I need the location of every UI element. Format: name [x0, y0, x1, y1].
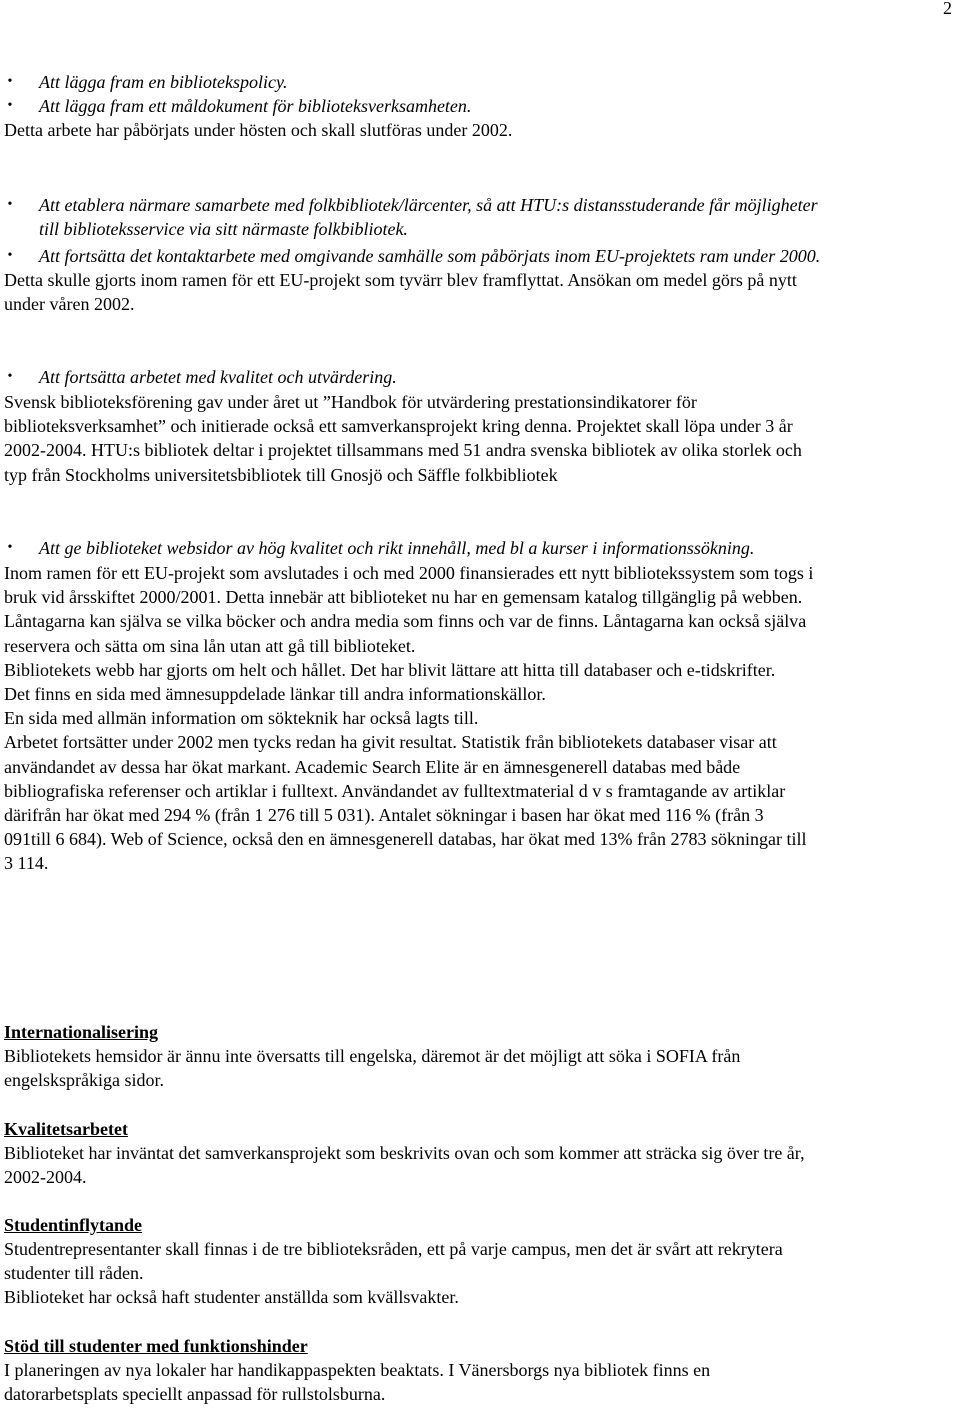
text-line: Det finns en sida med ämnesuppdelade länkar till andra informationskällor. — [4, 684, 546, 705]
paragraph-bibliotekspolicy: Detta arbete har påbörjats under hösten och skall slutföras under 2002. — [4, 120, 513, 140]
bullet-icon: • — [7, 74, 13, 89]
text-line: 2002-2004. — [4, 1167, 87, 1188]
text-line: biblioteksverksamhet” och initierade också ett samverkansprojekt kring denna. Projektet skall löpa under 3 år — [4, 416, 793, 437]
paragraph-kvalitet — [4, 390, 954, 487]
text-line: Studentrepresentanter skall finnas i de tre biblioteksråden, ett på varje campus, men det är svårt att rekrytera — [4, 1239, 783, 1259]
text-line: studenter till råden. — [4, 1263, 144, 1284]
bullet-text: Att ge biblioteket websidor av hög kvalitet och rikt innehåll, med bl a kurser i informationssökning. — [39, 538, 755, 558]
text-line: Inom ramen för ett EU-projekt som avslutades i och med 2000 finansierades ett nytt bibliotekssystem som togs i — [4, 563, 814, 583]
bullet-icon: • — [7, 197, 13, 212]
text-line: Biblioteket har också haft studenter anställda som kvällsvakter. — [4, 1287, 459, 1308]
bullet-item — [4, 244, 954, 268]
text-line: 2002-2004. HTU:s bibliotek deltar i projektet tillsammans med 51 andra svenska bibliotek av olika storlek och — [4, 440, 802, 461]
bullet-item — [4, 193, 954, 241]
text-line: I planeringen av nya lokaler har handikappaspekten beaktats. I Vänersborgs nya bibliotek finns en — [4, 1360, 711, 1380]
section-heading-internationalisering: Internationalisering — [4, 1022, 159, 1042]
text-line: reservera och sätta om sina lån utan att gå till biblioteket. — [4, 635, 416, 656]
section-body-studentinflytande — [4, 1237, 954, 1310]
bullet-item — [4, 365, 954, 389]
bullet-text: Att fortsätta arbetet med kvalitet och utvärdering. — [39, 367, 397, 387]
text-line: 091till 6 684). Web of Science, också den en ämnesgenerell databas, har ökat med 13% från 2783 sökningar till — [4, 829, 807, 850]
text-line: bibliografiska referenser och artiklar i fulltext. Användandet av fulltextmaterial d v s framtagande av artiklar — [4, 780, 786, 801]
section-body-kvalitetsarbetet — [4, 1141, 954, 1189]
text-line: Svensk biblioteksförening gav under året ut ”Handbok för utvärdering prestationsindikatorer för — [4, 392, 697, 412]
text-line: engelskspråkiga sidor. — [4, 1070, 164, 1091]
page-number: 2 — [943, 0, 952, 18]
bullet-icon: • — [7, 248, 13, 263]
text-line: under våren 2002. — [4, 294, 135, 315]
bullet-icon: • — [7, 369, 13, 384]
section-body-funktionshinder — [4, 1358, 954, 1406]
text-line: datorarbetsplats speciellt anpassad för rullstolsburna. — [4, 1384, 386, 1405]
text-line: Låntagarna kan själva se vilka böcker och andra media som finns och var de finns. Låntagarna kan också själva — [4, 611, 807, 632]
paragraph-websidor — [4, 561, 954, 876]
bullet-item — [4, 536, 954, 560]
bullet-item — [4, 94, 954, 118]
section-heading-funktionshinder: Stöd till studenter med funktionshinder — [4, 1336, 308, 1356]
bullet-item — [4, 70, 954, 94]
text-line: typ från Stockholms universitetsbibliotek till Gnosjö och Säffle folkbibliotek — [4, 464, 558, 485]
bullet-icon: • — [7, 540, 13, 555]
text-line: därifrån har ökat med 294 % (från 1 276 till 5 031). Antalet sökningar i basen har ökat med 116 % (från 3 — [4, 805, 764, 826]
text-line: Detta skulle gjorts inom ramen för ett EU-projekt som tyvärr blev framflyttat. Ansökan om medel görs på nytt — [4, 270, 797, 290]
text-line: Bibliotekets hemsidor är ännu inte översatts till engelska, däremot är det möjligt att söka i SOFIA från — [4, 1046, 741, 1066]
text-line: En sida med allmän information om sökteknik har också lagts till. — [4, 708, 479, 729]
section-body-internationalisering — [4, 1044, 954, 1092]
bullet-text: Att lägga fram en bibliotekspolicy. — [39, 72, 288, 92]
text-line: till biblioteksservice via sitt närmaste folkbibliotek. — [39, 219, 408, 240]
text-line: användandet av dessa har ökat markant. Academic Search Elite är en ämnesgenerell databas med både — [4, 756, 741, 777]
bullet-icon: • — [7, 98, 13, 113]
bullet-text — [4, 193, 954, 241]
text-line: Biblioteket har inväntat det samverkansprojekt som beskrivits ovan och som kommer att sträcka sig över tre år, — [4, 1143, 805, 1163]
paragraph-kontakt — [4, 268, 954, 316]
bullet-text: Att fortsätta det kontaktarbete med omgivande samhälle som påbörjats inom EU-projektets ram under 2000. — [39, 246, 821, 266]
text-line: Bibliotekets webb har gjorts om helt och hållet. Det har blivit lättare att hitta till databaser och e-tidskrifter. — [4, 659, 776, 680]
bullet-text: Att lägga fram ett måldokument för biblioteksverksamheten. — [39, 96, 472, 116]
text-line: 3 114. — [4, 853, 49, 874]
text-line: Att etablera närmare samarbete med folkbibliotek/lärcenter, så att HTU:s distansstuderande får möjligheter — [39, 195, 818, 215]
section-heading-studentinflytande: Studentinflytande — [4, 1215, 143, 1235]
section-heading-kvalitetsarbetet: Kvalitetsarbetet — [4, 1119, 128, 1139]
text-line: bruk vid årsskiftet 2000/2001. Detta innebär att biblioteket nu har en gemensam katalog tillgänglig på webben. — [4, 587, 803, 608]
text-line: Arbetet fortsätter under 2002 men tycks redan ha givit resultat. Statistik från bibliotekets databaser visar att — [4, 732, 777, 753]
